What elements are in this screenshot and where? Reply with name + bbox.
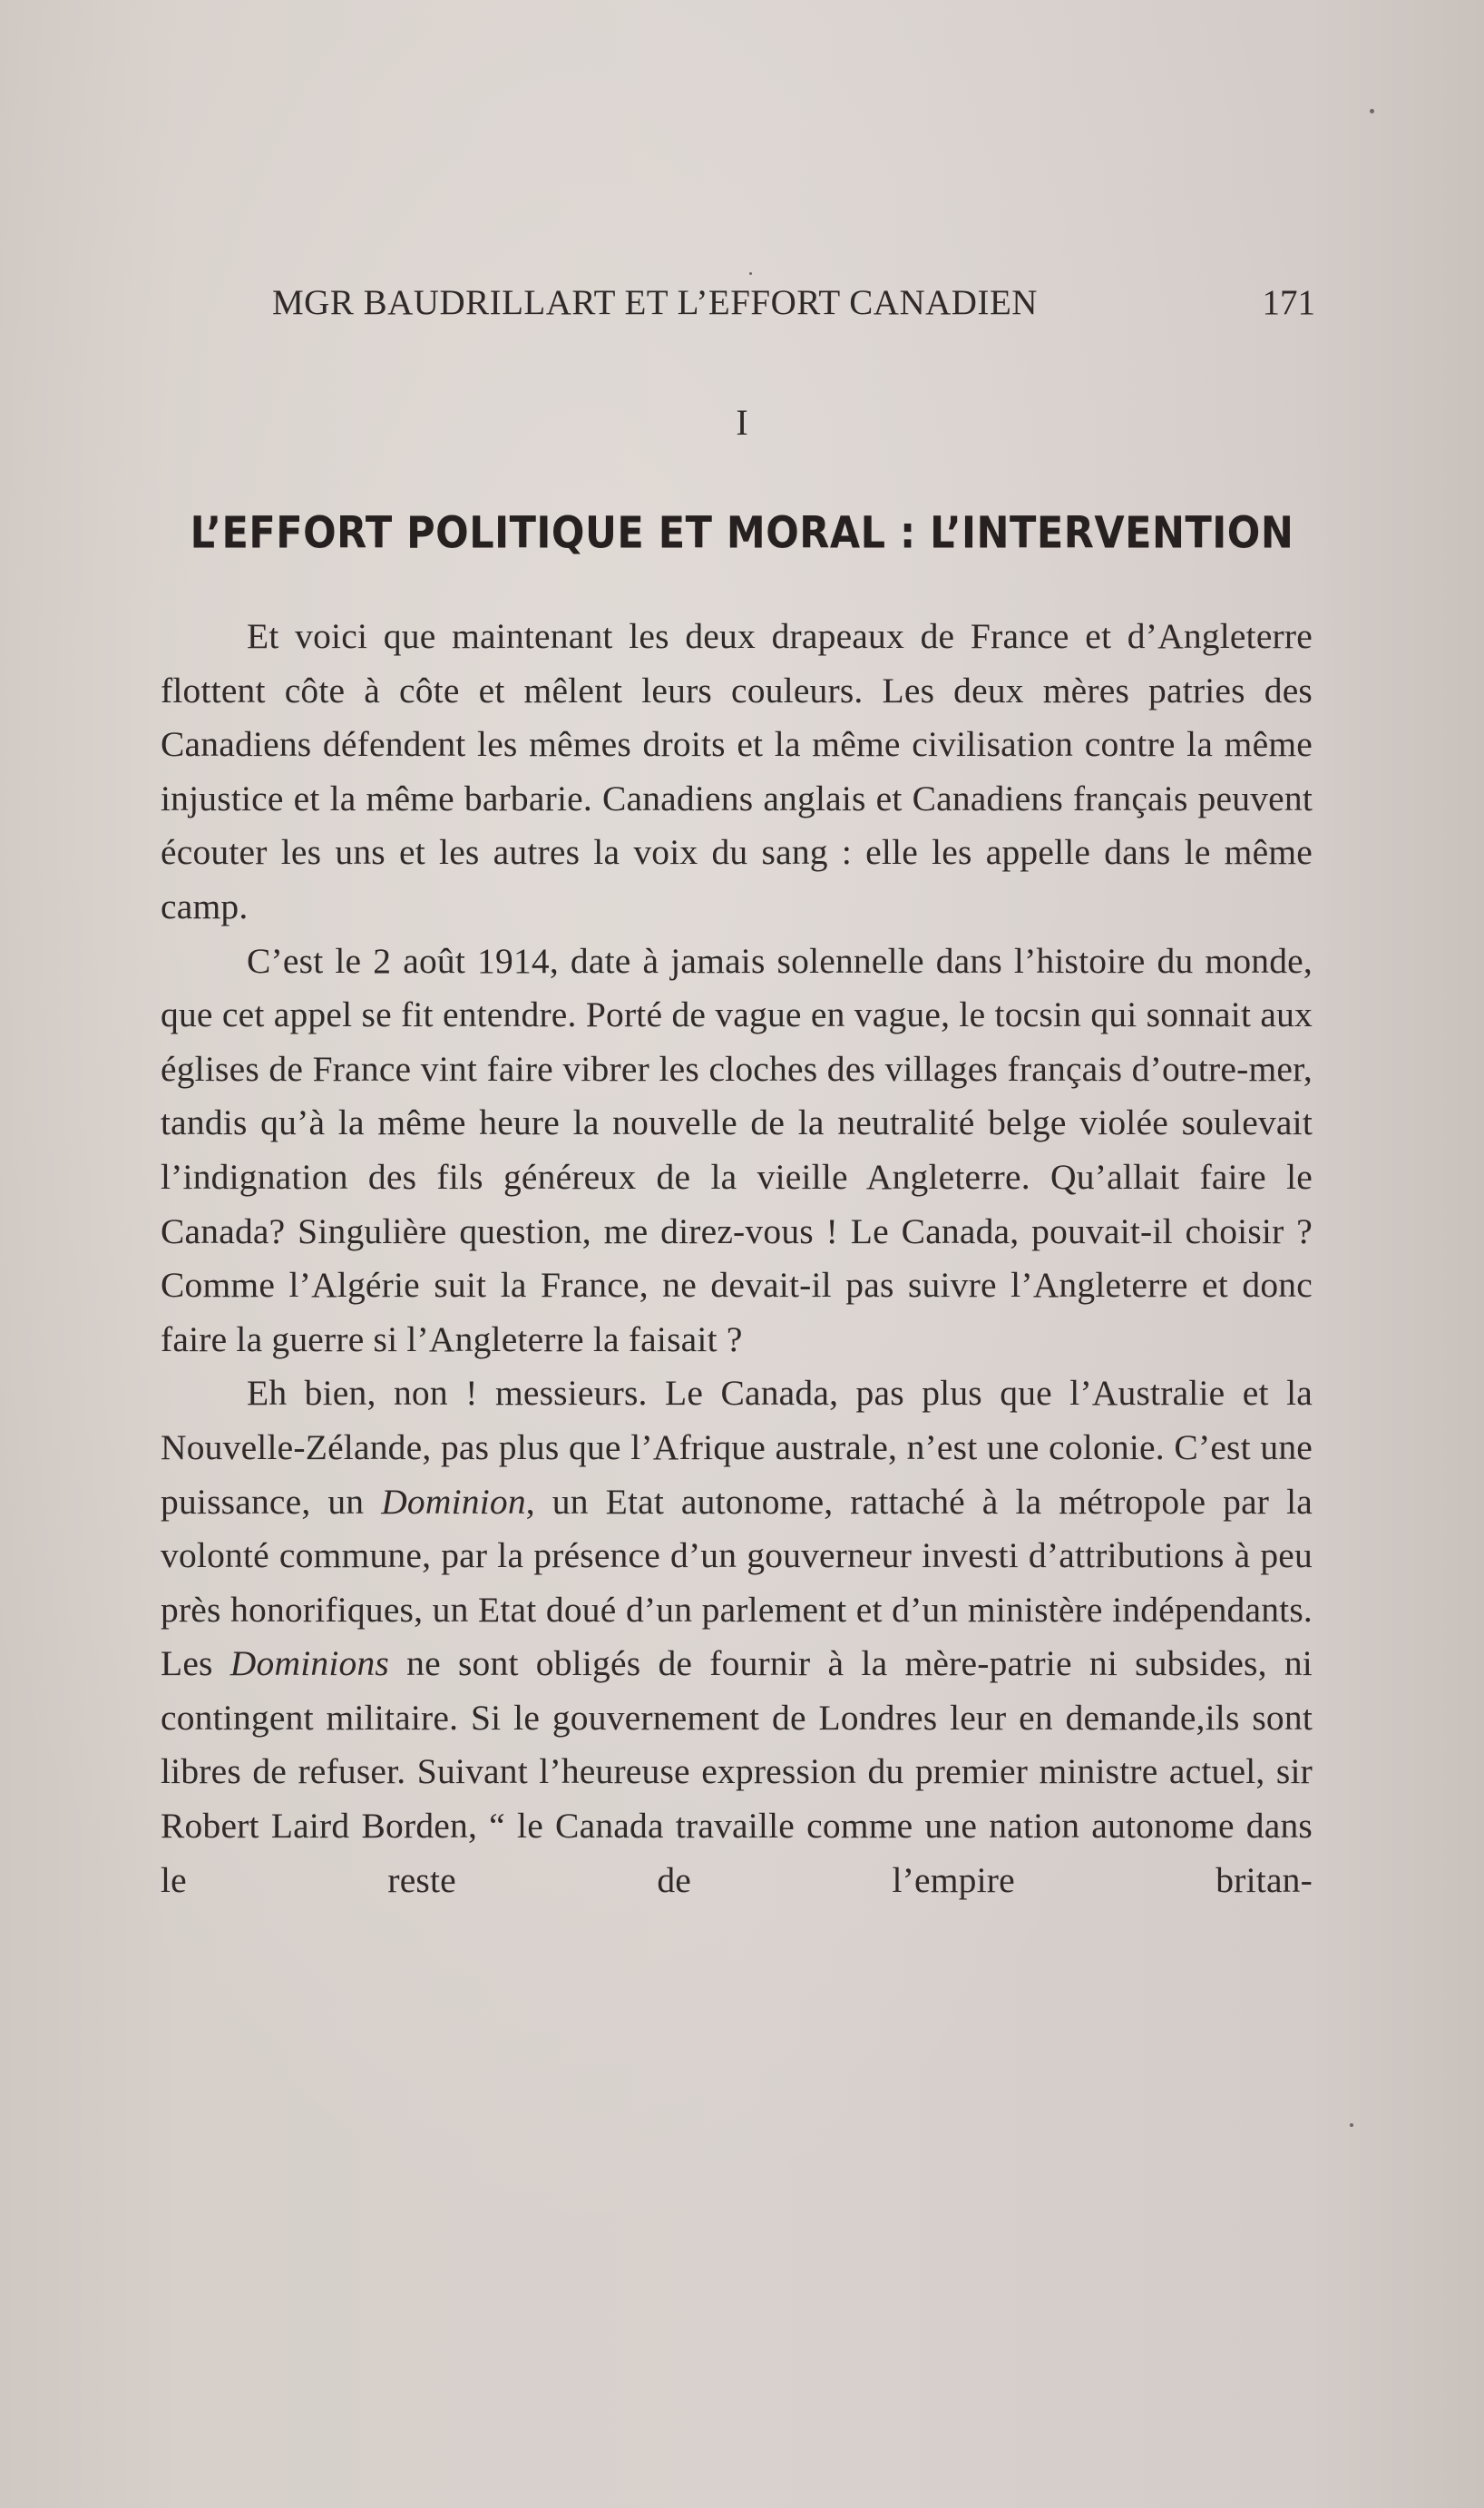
paragraph-3-italic-dominions: Dominions: [229, 1643, 389, 1684]
paper-speck: [749, 272, 752, 275]
running-head: [272, 279, 1315, 327]
section-number: I: [736, 402, 748, 443]
section-title: L’EFFORT POLITIQUE ET MORAL : L’INTERVENTION: [190, 508, 1294, 559]
paragraph-3-part-3: ne sont obligés de fournir à la mère-patrie ni subsides, ni contingent militaire. Si le gouvernement de Londres leur en demande,ils sont libres de refuser. Suivant l’heureuse expression du premier ministre actuel, sir Robert Laird Borden, “ le Canada travaille comme une nation autonome dans le reste de l’empire britan-: [161, 1643, 1313, 1900]
paragraph-3-part-1: Eh bien, non ! messieurs. Le Canada, pas plus que l’Australie et la Nouvelle-Zélande, pas plus que l’Afrique australe, n’est une colonie. C’est une puissance, un: [161, 1373, 1313, 1522]
page-number: 171: [1262, 283, 1315, 322]
paper-speck: [1370, 109, 1374, 113]
paragraph-2: C’est le 2 août 1914, date à jamais solennelle dans l’histoire du monde, que cet appel se fit entendre. Porté de vague en vague, le tocsin qui sonnait aux églises de France vint faire vibrer les cloches des villages français d’outre-mer, tandis qu’à la même heure la nouvelle de la neutralité belge violée soulevait l’indignation des fils généreux de la vieille Angleterre. Qu’allait faire le Canada? Singulière question, me direz-vous ! Le Canada, pouvait-il choisir ? Comme l’Algérie suit la France, ne devait-il pas suivre l’Angleterre et donc faire la guerre si l’Angleterre la faisait ?: [161, 940, 1313, 1359]
paper-speck: [1350, 2123, 1353, 2127]
paragraph-1: Et voici que maintenant les deux drapeaux de France et d’Angleterre flottent côte à côte et mêlent leurs couleurs. Les deux mères patries des Canadiens défendent les mêmes droits et la même civilisation contre la même injustice et la même barbarie. Canadiens anglais et Canadiens français peuvent écouter les uns et les autres la voix du sang : elle les appelle dans le même camp.: [161, 616, 1313, 926]
running-title: MGR BAUDRILLART ET L’EFFORT CANADIEN: [272, 283, 1038, 322]
paragraph-3-part-2: , un Etat autonome, rattaché à la métropole par la volonté commune, par la présence d’un gouverneur investi d’attributions à peu près honorifiques, un Etat doué d’un parlement et d’un ministère indépendants. Les: [161, 1481, 1313, 1684]
paragraph-3: [161, 1367, 1313, 1907]
body-text: [161, 610, 1313, 1907]
paragraph-3-italic-dominion: Dominion: [381, 1481, 526, 1522]
